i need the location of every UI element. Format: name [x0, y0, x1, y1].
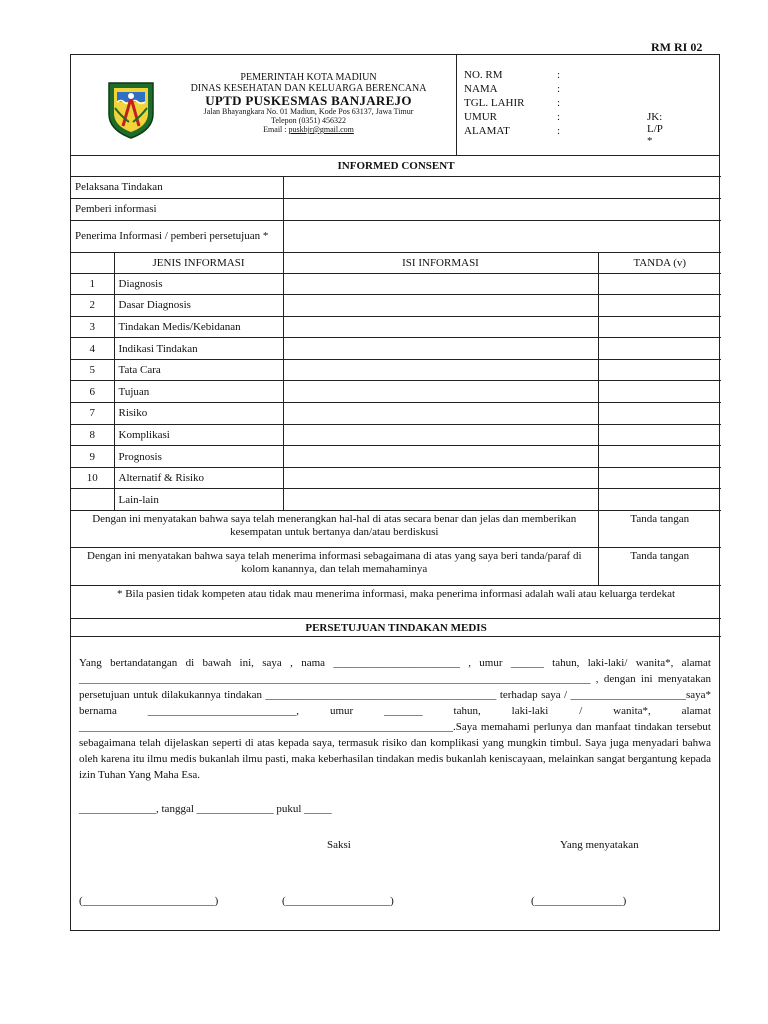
item-isi-field[interactable] [283, 424, 598, 446]
nama-field[interactable]: : [557, 83, 561, 95]
nama-label: NAMA [464, 83, 498, 95]
table-row [71, 446, 721, 468]
item-label: Tindakan Medis/Kebidanan [114, 316, 283, 338]
item-isi-field[interactable] [283, 273, 598, 295]
pelaksana-field[interactable] [283, 176, 721, 198]
item-tanda-checkbox[interactable] [598, 446, 721, 468]
no-rm-label: NO. RM [464, 69, 503, 81]
informed-consent-title: INFORMED CONSENT [71, 156, 721, 176]
no-header [71, 252, 114, 273]
item-number [71, 489, 114, 511]
item-tanda-checkbox[interactable] [598, 424, 721, 446]
penerima-label: Penerima Informasi / pemberi persetujuan * [71, 220, 283, 252]
item-label: Komplikasi [114, 424, 283, 446]
item-isi-field[interactable] [283, 403, 598, 425]
header-divider [456, 55, 457, 155]
item-label: Tata Cara [114, 359, 283, 381]
institution-phone: Telepon (0351) 456322 [271, 116, 346, 126]
email-label: Email : [263, 124, 289, 134]
institution-name: UPTD PUSKESMAS BANJAREJO [205, 93, 412, 108]
penerima-field[interactable] [283, 220, 721, 252]
information-items [71, 273, 721, 511]
table-row [71, 403, 721, 425]
email-link[interactable]: puskbjr@gmail.com [288, 124, 354, 134]
item-number: 1 [71, 273, 114, 295]
item-number: 8 [71, 424, 114, 446]
institution-block [171, 72, 446, 135]
consent-form [70, 155, 720, 931]
item-number: 9 [71, 446, 114, 468]
persetujuan-paragraph[interactable]: Yang bertandatangan di bawah ini, saya , nama _______________________ , umur ______ tahun, laki-laki/ wanita*, alamat _____________________________________________________________________________________________ , dengan ini menyatakan persetujuan untuk dilakukannya tindakan __________________________________________ terhadap saya / _____________________saya* bernama ___________________________, umur _______ tahun, laki-laki / wanita*, alamat ____________________________________________________________________.Saya memahami perlunya dan manfaat tindakan tersebut sebagaimana telah dijelaskan seperti di atas kepada saya, termasuk risiko dan komplikasi yang mungkin timbul. Saya juga menyadari bahwa oleh karena itu ilmu medis bukanlah ilmu pasti, maka keberhasilan tindakan medis bukanlah keniscayaan, melainkan sangat bergantung kepada izin Tuhan Yang Maha Esa. [79, 657, 711, 782]
item-tanda-checkbox[interactable] [598, 467, 721, 489]
informed-consent-table [71, 156, 721, 637]
table-row [71, 489, 721, 511]
pemberi-field[interactable] [283, 198, 721, 220]
table-row [71, 359, 721, 381]
persetujuan-section [71, 655, 719, 925]
pelaksana-label: Pelaksana Tindakan [71, 176, 283, 198]
signature-line-yang-menyatakan[interactable]: (________________) [531, 895, 627, 908]
isi-header: ISI INFORMASI [283, 252, 598, 273]
signature-block [79, 825, 711, 925]
item-label: Tujuan [114, 381, 283, 403]
alamat-field[interactable]: : [557, 125, 561, 137]
item-tanda-checkbox[interactable] [598, 489, 721, 511]
item-isi-field[interactable] [283, 316, 598, 338]
persetujuan-title: PERSETUJUAN TINDAKAN MEDIS [71, 619, 721, 637]
item-isi-field[interactable] [283, 381, 598, 403]
item-isi-field[interactable] [283, 338, 598, 360]
item-label: Diagnosis [114, 273, 283, 295]
institution-email [171, 126, 446, 135]
table-row [71, 467, 721, 489]
tanda-header: TANDA (v) [598, 252, 721, 273]
item-label: Indikasi Tindakan [114, 338, 283, 360]
item-number: 7 [71, 403, 114, 425]
item-label: Prognosis [114, 446, 283, 468]
yang-menyatakan-label: Yang menyatakan [560, 839, 639, 852]
item-label: Dasar Diagnosis [114, 295, 283, 317]
department-line: DINAS KESEHATAN DAN KELUARGA BERENCANA [190, 83, 427, 94]
item-label: Alternatif & Risiko [114, 467, 283, 489]
item-isi-field[interactable] [283, 489, 598, 511]
item-number: 2 [71, 295, 114, 317]
signature-line-saksi[interactable]: (___________________) [282, 895, 394, 908]
pemberi-label: Pemberi informasi [71, 198, 283, 220]
statement-pemberi: Dengan ini menyatakan bahwa saya telah menerangkan hal-hal di atas secara benar dan jelas dan memberikan kesempatan untuk bertanya dan/atau berdiskusi [71, 511, 598, 548]
jenis-header: JENIS INFORMASI [114, 252, 283, 273]
item-label: Risiko [114, 403, 283, 425]
item-isi-field[interactable] [283, 295, 598, 317]
form-header [70, 54, 720, 156]
no-rm-field[interactable]: : [557, 69, 561, 81]
item-number: 5 [71, 359, 114, 381]
signature-line-1[interactable]: (________________________) [79, 895, 219, 908]
jk-field[interactable]: JK: L/P * [647, 111, 663, 147]
alamat-label: ALAMAT [464, 125, 510, 137]
competence-note: * Bila pasien tidak kompeten atau tidak mau menerima informasi, maka penerima informasi adalah wali atau keluarga terdekat [71, 586, 721, 619]
item-number: 3 [71, 316, 114, 338]
table-row [71, 295, 721, 317]
tgl-lahir-field[interactable]: : [557, 97, 561, 109]
item-tanda-checkbox[interactable] [598, 316, 721, 338]
tgl-lahir-label: TGL. LAHIR [464, 97, 525, 109]
kota-madiun-emblem-icon [105, 80, 157, 140]
item-tanda-checkbox[interactable] [598, 359, 721, 381]
item-label: Lain-lain [114, 489, 283, 511]
signature-pemberi[interactable]: Tanda tangan [598, 511, 721, 548]
item-isi-field[interactable] [283, 446, 598, 468]
item-number: 10 [71, 467, 114, 489]
item-tanda-checkbox[interactable] [598, 338, 721, 360]
institution-address: Jalan Bhayangkara No. 01 Madiun, Kode Pos 63137, Jawa Timur [203, 107, 414, 117]
saksi-label: Saksi [327, 839, 351, 852]
item-tanda-checkbox[interactable] [598, 403, 721, 425]
umur-field[interactable]: : [557, 111, 561, 123]
item-number: 6 [71, 381, 114, 403]
item-tanda-checkbox[interactable] [598, 295, 721, 317]
table-row [71, 316, 721, 338]
item-tanda-checkbox[interactable] [598, 273, 721, 295]
item-isi-field[interactable] [283, 467, 598, 489]
table-row [71, 381, 721, 403]
item-number: 4 [71, 338, 114, 360]
item-isi-field[interactable] [283, 359, 598, 381]
table-row [71, 338, 721, 360]
statement-penerima: Dengan ini menyatakan bahwa saya telah menerima informasi sebagaimana di atas yang saya beri tanda/paraf di kolom kanannya, dan telah memahaminya [71, 548, 598, 586]
umur-label: UMUR [464, 111, 498, 123]
item-tanda-checkbox[interactable] [598, 381, 721, 403]
table-row [71, 424, 721, 446]
date-time-line[interactable]: ______________, tanggal ______________ pukul _____ [79, 803, 332, 816]
signature-penerima[interactable]: Tanda tangan [598, 548, 721, 586]
table-row [71, 273, 721, 295]
form-code: RM RI 02 [651, 40, 703, 54]
government-line: PEMERINTAH KOTA MADIUN [240, 72, 377, 83]
